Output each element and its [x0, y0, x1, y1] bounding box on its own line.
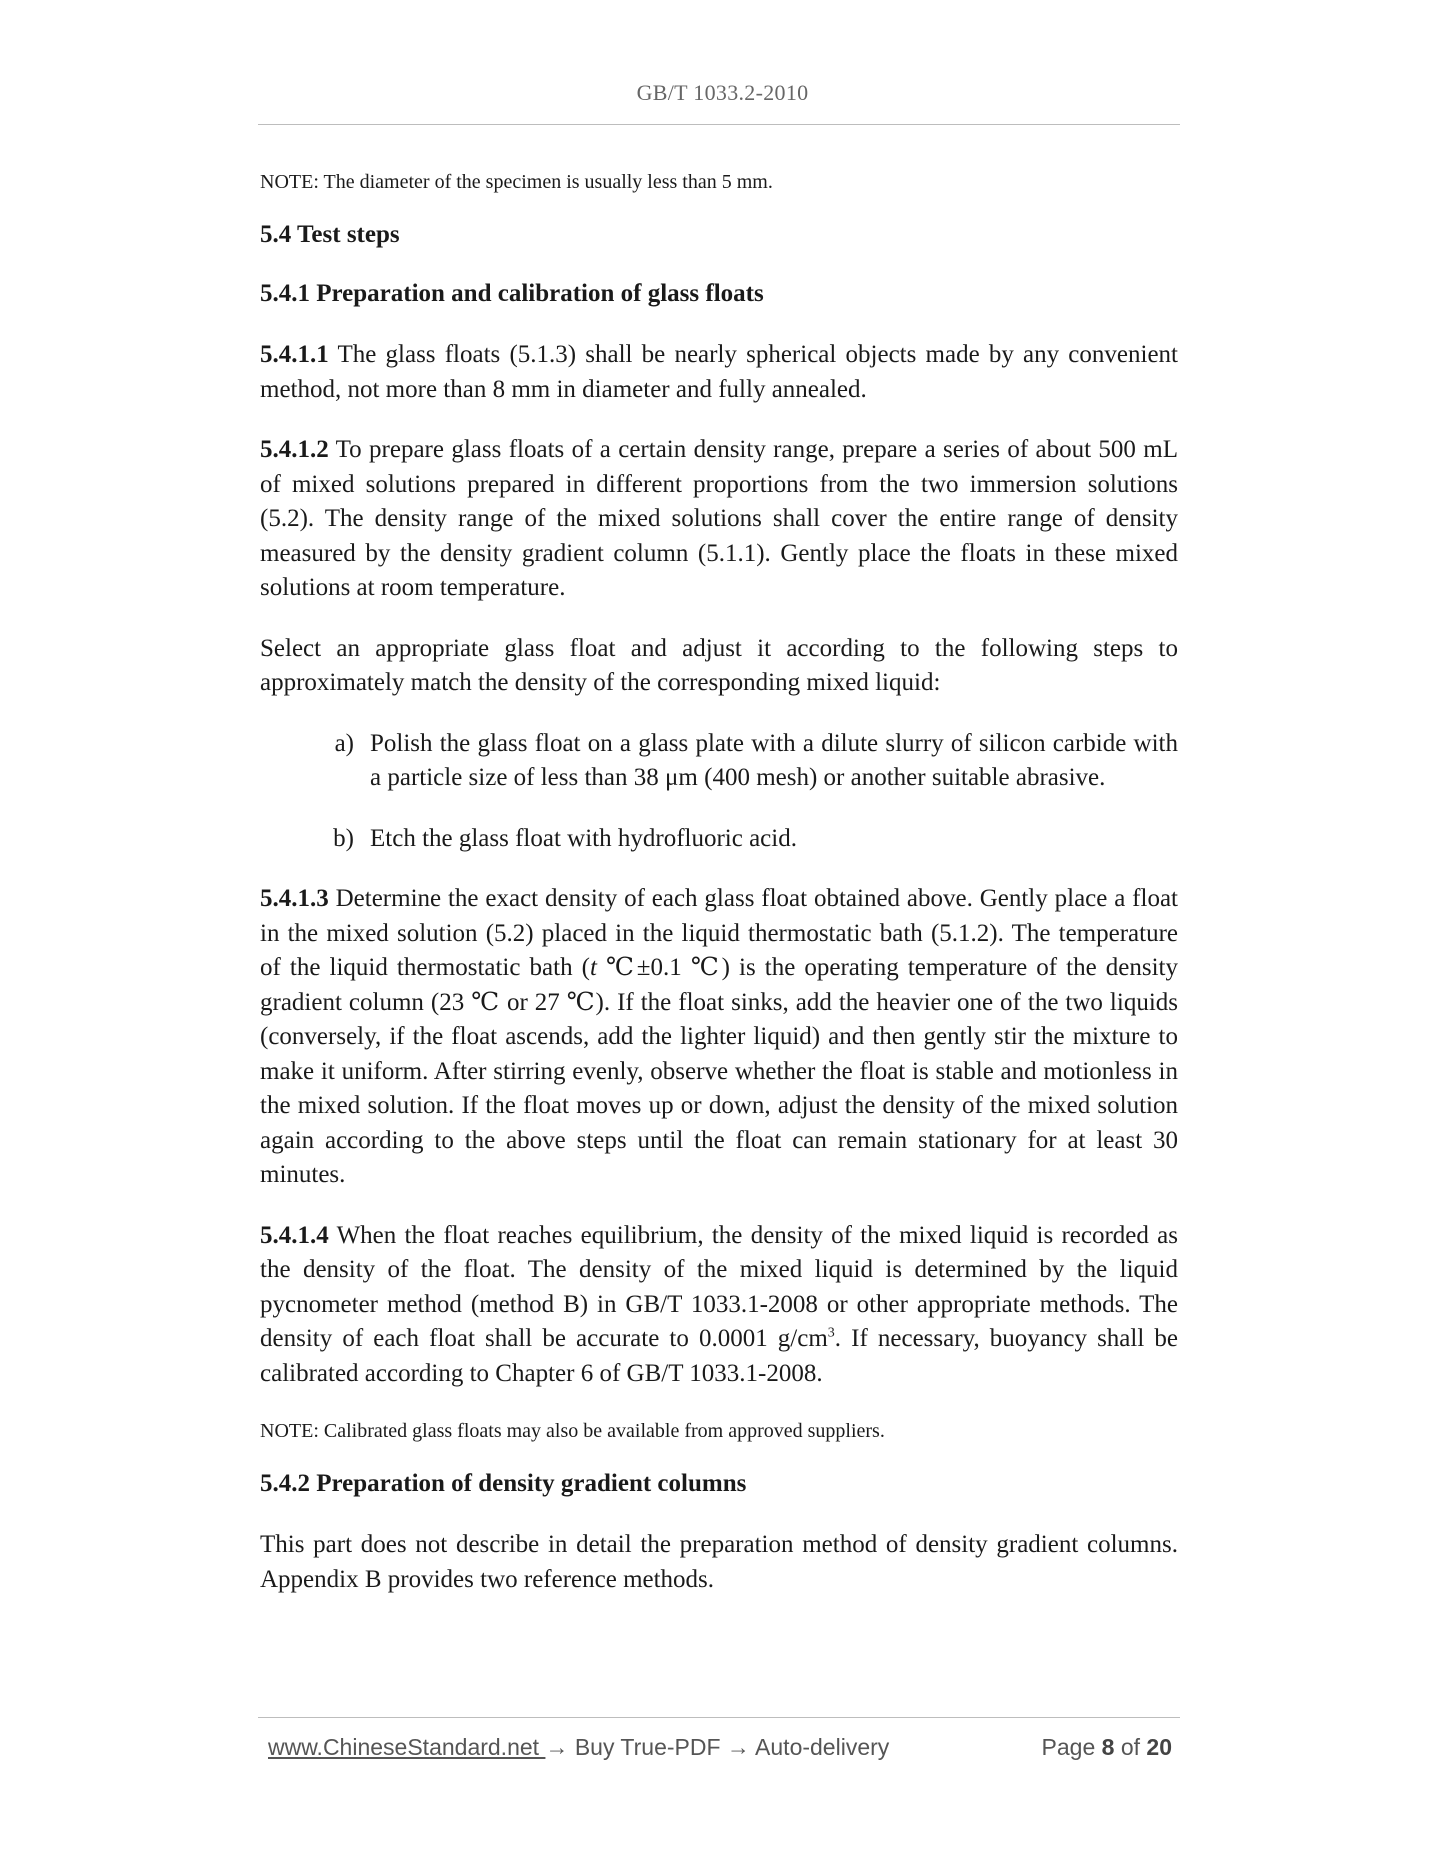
paragraph-5-4-1-2 — [260, 433, 1178, 606]
list-marker: b) — [333, 824, 354, 852]
temperature-symbol: t — [589, 954, 597, 981]
paragraph-5-4-1-1 — [260, 338, 1178, 407]
auto-delivery-text: Auto-delivery — [749, 1734, 890, 1760]
page-content — [260, 168, 1178, 1623]
page-footer — [268, 1734, 1172, 1761]
heading-5-4: 5.4 Test steps — [260, 221, 400, 248]
clause-text: To prepare glass floats of a certain density range, prepare a series of about 500 mL of mixed solutions prepared in different proportions from the two immersion solutions (5.2). The density range of the mixed solutions shall cover the entire range of density measured by the density gradient column (5.1.1). Gently place the floats in these mixed solutions at room temperature. — [260, 436, 1178, 601]
list-marker: a) — [334, 729, 354, 757]
note-specimen-diameter: NOTE: The diameter of the specimen is usually less than 5 mm. — [260, 171, 773, 193]
clause-text: When the float reaches equilibrium, the density of the mixed liquid is recorded as the density of the float. The density of the mixed liquid is determined by the liquid pycnometer method (method B) in GB/T 1033.1-2008 or other appropriate methods. The density of each float shall be accurate to 0.0001 g/cm — [260, 1221, 1178, 1352]
arrow-right-icon: → — [545, 1734, 569, 1760]
of-label: of — [1114, 1734, 1147, 1760]
arrow-right-icon: → — [726, 1734, 750, 1760]
page-total: 20 — [1146, 1734, 1172, 1760]
header-standard-code: GB/T 1033.2-2010 — [636, 80, 809, 105]
clause-number: 5.4.1.1 — [260, 341, 329, 368]
website-link[interactable]: www.ChineseStandard.net — [268, 1734, 546, 1760]
heading-5-4-2: 5.4.2 Preparation of density gradient columns — [260, 1470, 747, 1497]
clause-text: Determine the exact density of each glass float obtained above. Gently place a float in the mixed solution (5.2) placed in the liquid thermostatic bath (5.1.2). The temperature of the liquid thermostatic bath ( — [260, 885, 1178, 981]
clause-text: The glass floats (5.1.3) shall be nearly spherical objects made by any convenient method, not more than 8 mm in diameter and fully annealed. — [260, 341, 1178, 403]
clause-number: 5.4.1.4 — [260, 1221, 329, 1249]
list-text: Polish the glass float on a glass plate with a dilute slurry of silicon carbide with a particle size of less than 38 μm (400 mesh) or another suitable abrasive. — [370, 729, 1178, 791]
buy-pdf-text: Buy True-PDF — [568, 1734, 727, 1760]
list-item — [260, 727, 1178, 796]
clause-text: . If necessary, buoyancy shall be calibrated according to Chapter 6 of GB/T 1033.1-2008. — [260, 1325, 1178, 1387]
paragraph-5-4-1-3 — [260, 882, 1178, 1193]
paragraph-select-float: Select an appropriate glass float and adjust it according to the following steps to approximately match the density of the corresponding mixed liquid: — [260, 634, 1178, 696]
adjust-steps-list — [260, 727, 1178, 857]
note-calibrated-floats: NOTE: Calibrated glass floats may also be available from approved suppliers. — [260, 1420, 885, 1442]
header-divider — [258, 124, 1180, 125]
paragraph-5-4-2: This part does not describe in detail the preparation method of density gradient columns. Appendix B provides two reference methods. — [260, 1531, 1178, 1593]
clause-number: 5.4.1.2 — [260, 436, 329, 463]
clause-text: ℃±0.1 ℃) is the operating temperature of the density gradient column (23 ℃ or 27 ℃). If the float sinks, add the heavier one of the two liquids (conversely, if the float ascends, add the lighter liquid) and then gently stir the mixture to make it uniform. After stirring evenly, observe whether the float is stable and motionless in the mixed solution. If the float moves up or down, adjust the density of the mixed solution again according to the above steps until the float can remain stationary for at least 30 minutes. — [260, 954, 1178, 1188]
clause-number: 5.4.1.3 — [260, 885, 329, 912]
list-item — [260, 822, 1178, 857]
heading-5-4-1: 5.4.1 Preparation and calibration of glass floats — [260, 280, 764, 307]
page-number: 8 — [1101, 1734, 1115, 1760]
page-indicator — [1042, 1734, 1172, 1761]
footer-divider — [258, 1717, 1180, 1718]
list-text: Etch the glass float with hydrofluoric acid. — [370, 824, 797, 852]
page-label: Page — [1041, 1734, 1102, 1760]
paragraph-5-4-1-4 — [260, 1219, 1178, 1392]
superscript-3: 3 — [827, 1325, 835, 1341]
